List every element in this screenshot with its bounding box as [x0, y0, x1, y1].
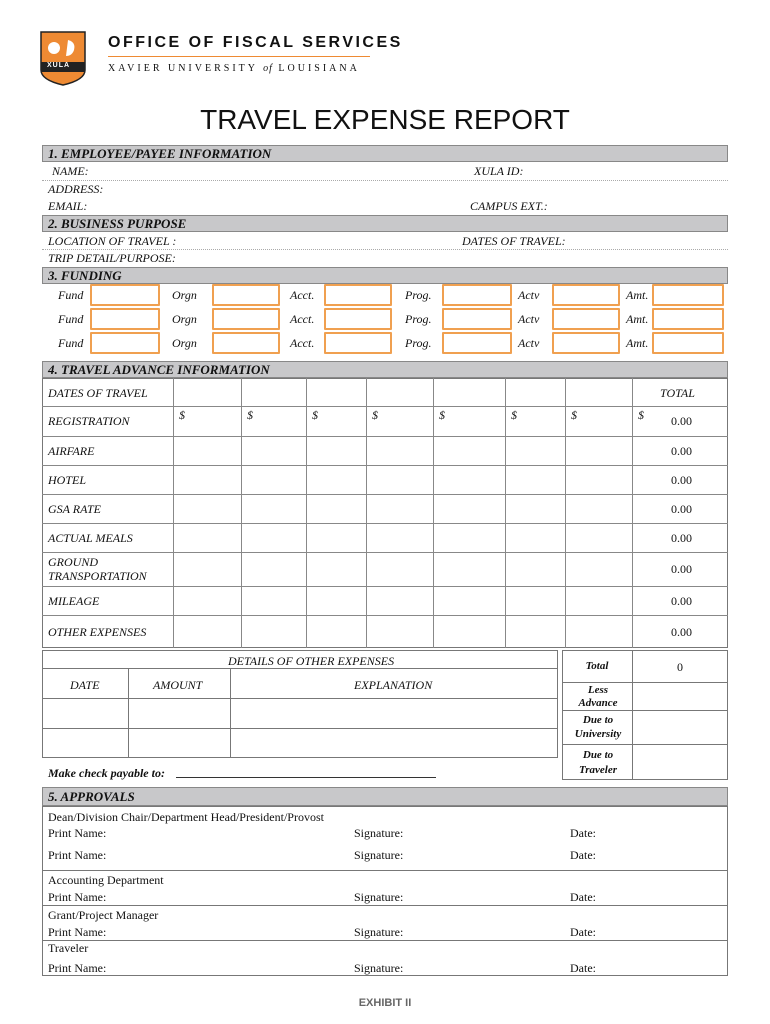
funding-label: Orgn — [172, 288, 197, 302]
expense-cell[interactable] — [307, 407, 365, 435]
expense-cell[interactable] — [434, 553, 504, 585]
expense-cell[interactable] — [307, 466, 365, 493]
expense-cell[interactable] — [566, 553, 631, 585]
print-name-label: Print Name: — [48, 961, 107, 975]
date-label: Date: — [570, 925, 596, 939]
details-explanation-header: EXPLANATION — [354, 678, 433, 692]
funding-label: Acct. — [290, 336, 315, 350]
expense-row-label: GROUND TRANSPORTATION — [48, 555, 147, 583]
university-of: of — [263, 63, 273, 74]
signature-label: Signature: — [354, 826, 404, 840]
funding-input[interactable] — [652, 332, 724, 354]
expense-cell[interactable] — [367, 407, 432, 435]
less-advance-label: Less Advance — [578, 684, 618, 709]
expense-cell[interactable] — [566, 587, 631, 614]
expense-row-total: 0.00 — [671, 624, 692, 639]
print-name-label: Print Name: — [48, 925, 107, 939]
expense-cell[interactable] — [307, 616, 365, 647]
trip-label: TRIP DETAIL/PURPOSE: — [48, 251, 176, 265]
page-title: TRAVEL EXPENSE REPORT — [200, 104, 570, 135]
divider — [42, 180, 728, 181]
expense-cell[interactable] — [434, 407, 504, 435]
funding-input[interactable] — [212, 332, 280, 354]
funding-label: Prog. — [405, 336, 432, 350]
section5-heading: 5. APPROVALS — [48, 789, 135, 804]
funding-input[interactable] — [652, 308, 724, 330]
currency-symbol: $ — [638, 408, 644, 422]
email-label: EMAIL: — [48, 199, 88, 213]
university-left: XAVIER UNIVERSITY — [108, 63, 258, 74]
expense-cell[interactable] — [174, 495, 240, 522]
currency-symbol: $ — [372, 408, 378, 422]
signature-label: Signature: — [354, 925, 404, 939]
expense-cell[interactable] — [506, 616, 564, 647]
funding-input[interactable] — [90, 332, 160, 354]
grant-label: Grant/Project Manager — [48, 908, 159, 922]
expense-cell[interactable] — [434, 495, 504, 522]
divider — [42, 940, 728, 941]
expense-cell[interactable] — [174, 553, 240, 585]
expense-cell[interactable] — [566, 524, 631, 551]
expense-row-label: OTHER EXPENSES — [48, 624, 147, 639]
funding-input[interactable] — [90, 284, 160, 306]
date-label: Date: — [570, 848, 596, 862]
expense-cell[interactable] — [242, 587, 305, 614]
expense-cell[interactable] — [434, 616, 504, 647]
print-name-label: Print Name: — [48, 848, 107, 862]
expense-cell[interactable] — [367, 466, 432, 493]
funding-input[interactable] — [212, 284, 280, 306]
divider — [42, 905, 728, 906]
signature-label: Signature: — [354, 848, 404, 862]
funding-input[interactable] — [90, 308, 160, 330]
expense-cell[interactable] — [174, 407, 240, 435]
funding-label: Actv — [518, 312, 540, 326]
expense-cell[interactable] — [367, 524, 432, 551]
header-rule — [108, 56, 370, 57]
xula-logo — [38, 30, 88, 86]
section3-bar — [42, 267, 728, 284]
expense-cell[interactable] — [434, 587, 504, 614]
expense-row-total: 0.00 — [671, 414, 692, 428]
funding-input[interactable] — [652, 284, 724, 306]
currency-symbol: $ — [511, 408, 517, 422]
funding-input[interactable] — [552, 332, 620, 354]
expense-cell[interactable] — [242, 616, 305, 647]
check-payable-label: Make check payable to: — [48, 766, 165, 780]
expense-row-label: ACTUAL MEALS — [48, 530, 133, 545]
date-label: Date: — [570, 890, 596, 904]
expense-cell[interactable] — [307, 553, 365, 585]
expense-cell[interactable] — [566, 495, 631, 522]
summary-total-value: 0 — [677, 660, 683, 674]
funding-input[interactable] — [324, 308, 392, 330]
funding-label: Amt. — [626, 336, 649, 350]
details-amount-header: AMOUNT — [153, 678, 203, 692]
expense-cell[interactable] — [506, 466, 564, 493]
funding-label: Prog. — [405, 288, 432, 302]
section5-bar — [42, 787, 728, 806]
expense-cell[interactable] — [307, 587, 365, 614]
expense-cell[interactable] — [242, 407, 305, 435]
details-heading: DETAILS OF OTHER EXPENSES — [228, 654, 395, 668]
divider — [562, 744, 728, 745]
expense-cell[interactable] — [506, 495, 564, 522]
section1-heading: 1. EMPLOYEE/PAYEE INFORMATION — [48, 146, 272, 161]
divider — [562, 710, 728, 711]
expense-row-label: MILEAGE — [48, 593, 100, 608]
divider — [42, 249, 728, 250]
due-traveler-label: Due to Traveler — [578, 749, 618, 776]
expense-cell[interactable] — [434, 524, 504, 551]
section4-heading: 4. TRAVEL ADVANCE INFORMATION — [48, 362, 270, 377]
section3-heading: 3. FUNDING — [48, 268, 122, 283]
university-right: LOUISIANA — [278, 63, 360, 74]
funding-input[interactable] — [212, 308, 280, 330]
expense-cell[interactable] — [367, 437, 432, 464]
funding-input[interactable] — [442, 332, 512, 354]
currency-symbol: $ — [439, 408, 445, 422]
divider — [42, 870, 728, 871]
traveler-label: Traveler — [48, 941, 89, 955]
currency-symbol: $ — [571, 408, 577, 422]
campus-ext-label: CAMPUS EXT.: — [470, 199, 548, 213]
divider — [230, 668, 231, 758]
expense-cell[interactable] — [566, 466, 631, 493]
name-label: NAME: — [52, 164, 89, 178]
expense-cell[interactable] — [307, 524, 365, 551]
accounting-label: Accounting Department — [48, 873, 164, 887]
expense-cell[interactable] — [242, 553, 305, 585]
expense-cell[interactable] — [506, 407, 564, 435]
dates-label: DATES OF TRAVEL: — [462, 234, 566, 248]
total-label: TOTAL — [660, 386, 695, 400]
xula-id-label: XULA ID: — [474, 164, 524, 178]
logo-text: XULA — [47, 62, 71, 69]
funding-label: Acct. — [290, 312, 315, 326]
expense-cell[interactable] — [174, 587, 240, 614]
expense-cell[interactable] — [506, 437, 564, 464]
expense-row-total: 0.00 — [671, 593, 692, 608]
expense-cell[interactable] — [367, 587, 432, 614]
expense-cell[interactable] — [566, 437, 631, 464]
expense-cell[interactable] — [174, 616, 240, 647]
expense-cell[interactable] — [174, 524, 240, 551]
divider — [42, 698, 558, 699]
funding-input[interactable] — [324, 332, 392, 354]
funding-input[interactable] — [324, 284, 392, 306]
dean-label: Dean/Division Chair/Department Head/President/Provost — [48, 810, 324, 824]
expense-cell[interactable] — [242, 495, 305, 522]
signature-label: Signature: — [354, 961, 404, 975]
expense-cell[interactable] — [174, 466, 240, 493]
footer-exhibit: EXHIBIT II — [358, 997, 412, 1009]
expense-row-total: 0.00 — [671, 472, 692, 487]
funding-label: Amt. — [626, 288, 649, 302]
expense-cell[interactable] — [506, 553, 564, 585]
expense-row-total: 0.00 — [671, 501, 692, 516]
expense-cell[interactable] — [307, 437, 365, 464]
funding-input[interactable] — [552, 308, 620, 330]
divider — [128, 668, 129, 758]
university-name — [108, 63, 360, 74]
expense-row-label: GSA RATE — [48, 501, 101, 516]
print-name-label: Print Name: — [48, 890, 107, 904]
funding-label: Actv — [518, 288, 540, 302]
funding-input[interactable] — [442, 308, 512, 330]
expense-cell[interactable] — [307, 495, 365, 522]
summary-total-label: Total — [585, 660, 609, 672]
currency-symbol: $ — [312, 408, 318, 422]
expense-cell[interactable] — [566, 616, 631, 647]
due-university-label: Due to University — [574, 714, 622, 740]
expense-cell[interactable] — [367, 495, 432, 522]
expense-cell[interactable] — [506, 587, 564, 614]
funding-input[interactable] — [552, 284, 620, 306]
funding-label: Orgn — [172, 336, 197, 350]
date-label: Date: — [570, 826, 596, 840]
currency-symbol: $ — [247, 408, 253, 422]
funding-label: Fund — [58, 312, 84, 326]
currency-symbol: $ — [179, 408, 185, 422]
expense-cell[interactable] — [566, 407, 631, 435]
expense-cell[interactable] — [434, 437, 504, 464]
expense-cell[interactable] — [367, 616, 432, 647]
divider — [562, 682, 728, 683]
funding-label: Prog. — [405, 312, 432, 326]
signature-label: Signature: — [354, 890, 404, 904]
org-title: OFFICE OF FISCAL SERVICES — [108, 34, 403, 51]
address-label: ADDRESS: — [48, 182, 104, 196]
expense-row-label: AIRFARE — [48, 443, 95, 458]
details-date-header: DATE — [70, 678, 100, 692]
expense-cell[interactable] — [242, 466, 305, 493]
check-payable-line[interactable] — [176, 777, 436, 778]
expense-row-total: 0.00 — [671, 443, 692, 458]
print-name-label: Print Name: — [48, 826, 107, 840]
funding-input[interactable] — [442, 284, 512, 306]
expense-cell[interactable] — [174, 437, 240, 464]
expense-row-label: HOTEL — [48, 472, 87, 487]
funding-label: Fund — [58, 288, 84, 302]
divider — [42, 728, 558, 729]
dates-of-travel-label: DATES OF TRAVEL — [48, 386, 148, 400]
expense-cell[interactable] — [367, 553, 432, 585]
date-label: Date: — [570, 961, 596, 975]
expense-row-label: REGISTRATION — [48, 414, 130, 428]
funding-label: Amt. — [626, 312, 649, 326]
expense-cell[interactable] — [242, 437, 305, 464]
expense-row-total: 0.00 — [671, 562, 692, 576]
expense-cell[interactable] — [242, 524, 305, 551]
funding-label: Orgn — [172, 312, 197, 326]
expense-row-total: 0.00 — [671, 530, 692, 545]
funding-label: Acct. — [290, 288, 315, 302]
expense-cell[interactable] — [506, 524, 564, 551]
funding-label: Actv — [518, 336, 540, 350]
section2-heading: 2. BUSINESS PURPOSE — [48, 216, 187, 231]
expense-cell[interactable] — [434, 466, 504, 493]
location-label: LOCATION OF TRAVEL : — [48, 234, 177, 248]
funding-label: Fund — [58, 336, 84, 350]
